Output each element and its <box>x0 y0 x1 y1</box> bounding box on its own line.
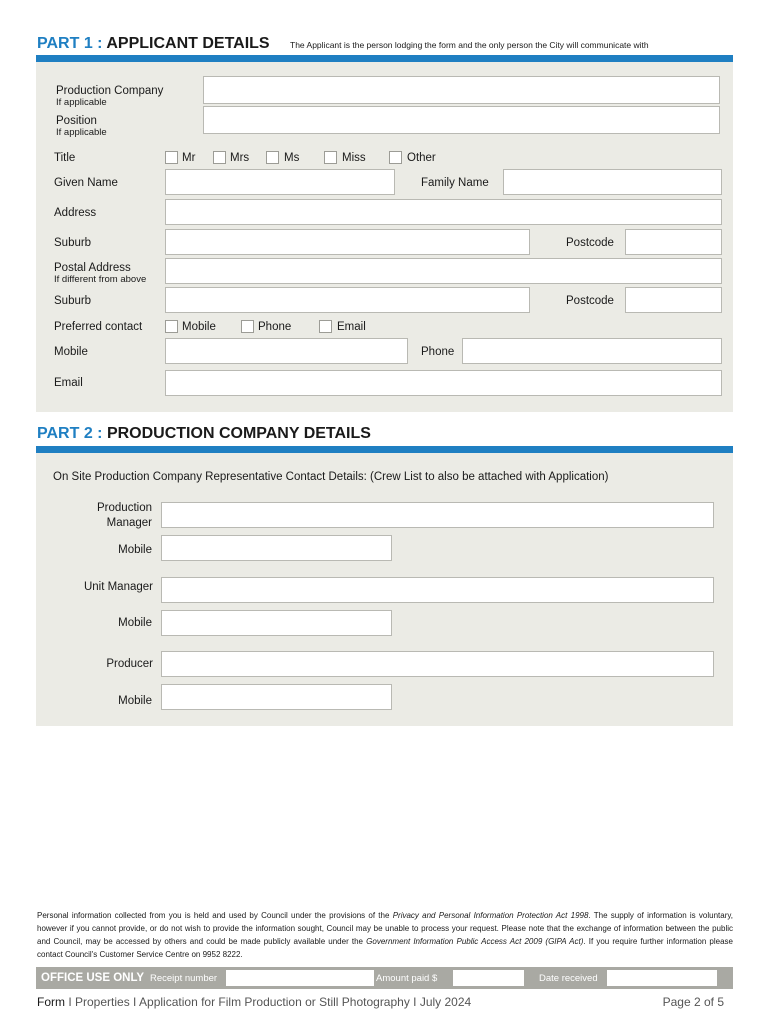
contact-phone-label: Phone <box>258 321 292 333</box>
mobile-label: Mobile <box>54 346 88 358</box>
producer-mobile-label: Mobile <box>118 695 152 707</box>
amount-paid-field[interactable] <box>453 970 524 986</box>
production-company-field[interactable] <box>203 76 720 104</box>
contact-phone-checkbox[interactable] <box>241 320 254 333</box>
unit-manager-field[interactable] <box>161 577 714 603</box>
postal-postcode-label: Postcode <box>566 295 614 307</box>
privacy-text-3: . If you require further information please contact Council's Customer Service Centre on 9952 8222. <box>37 937 734 959</box>
contact-email-label: Email <box>337 321 366 333</box>
address-label: Address <box>54 207 97 219</box>
title-miss-label: Miss <box>342 152 366 164</box>
page-number: Page 2 of 5 <box>662 995 724 1009</box>
producer-field[interactable] <box>161 651 714 677</box>
postal-suburb-label: Suburb <box>54 295 92 307</box>
unit-manager-mobile-label: Mobile <box>118 617 152 629</box>
title-mr-checkbox[interactable] <box>165 151 178 164</box>
production-company-label: Production Company <box>56 85 164 97</box>
postal-address-label: Postal Address <box>54 262 131 274</box>
title-mr-label: Mr <box>182 152 196 164</box>
part1-note: The Applicant is the person lodging the form and the only person the City will communicate with <box>290 40 649 50</box>
gipa-act-name: Government Information Public Access Act 2009 (GIPA Act) <box>366 937 584 946</box>
part1-title: APPLICANT DETAILS <box>106 35 270 52</box>
position-label: Position <box>56 115 97 127</box>
family-name-label: Family Name <box>421 177 489 189</box>
suburb-label: Suburb <box>54 237 92 249</box>
contact-mobile-checkbox[interactable] <box>165 320 178 333</box>
amount-paid-label: Amount paid $ <box>376 973 438 984</box>
contact-email-checkbox[interactable] <box>319 320 332 333</box>
postal-address-hint: If different from above <box>54 274 147 285</box>
title-other-checkbox[interactable] <box>389 151 402 164</box>
given-name-field[interactable] <box>165 169 395 195</box>
postal-suburb-field[interactable] <box>165 287 530 313</box>
suburb-field[interactable] <box>165 229 530 255</box>
unit-manager-mobile-field[interactable] <box>161 610 392 636</box>
preferred-contact-label: Preferred contact <box>54 321 143 333</box>
privacy-text-2: . The supply of information is voluntary, however if you cannot provide, or do not wish to provide the information sought, Council may be unable to process your request. Please note that the exchange of information between the public and Council, may be accessed by others and could be made publicly available under the <box>37 911 733 946</box>
postal-address-field[interactable] <box>165 258 722 284</box>
privacy-statement <box>37 909 733 961</box>
postal-postcode-field[interactable] <box>625 287 722 313</box>
producer-mobile-field[interactable] <box>161 684 392 710</box>
contact-mobile-label: Mobile <box>182 321 216 333</box>
email-field[interactable] <box>165 370 722 396</box>
date-received-field[interactable] <box>607 970 717 986</box>
title-miss-checkbox[interactable] <box>324 151 337 164</box>
part1-number: PART 1 : <box>37 35 103 52</box>
date-received-label: Date received <box>539 973 598 984</box>
production-manager-label-line1: Production <box>97 502 152 514</box>
office-use-title: OFFICE USE ONLY <box>41 972 145 984</box>
receipt-number-field[interactable] <box>226 970 374 986</box>
footer-form-label: Form <box>37 995 65 1009</box>
part2-heading <box>37 425 371 443</box>
production-manager-field[interactable] <box>161 502 714 528</box>
postcode-label: Postcode <box>566 237 614 249</box>
production-company-hint: If applicable <box>56 97 107 108</box>
position-hint: If applicable <box>56 127 107 138</box>
office-use-bar <box>36 967 733 989</box>
title-mrs-checkbox[interactable] <box>213 151 226 164</box>
phone-field[interactable] <box>462 338 722 364</box>
title-ms-checkbox[interactable] <box>266 151 279 164</box>
production-manager-label-line2: Manager <box>106 517 152 529</box>
producer-label: Producer <box>106 658 153 670</box>
address-field[interactable] <box>165 199 722 225</box>
mobile-field[interactable] <box>165 338 408 364</box>
privacy-text-1: Personal information collected from you is held and used by Council under the provisions of the <box>37 911 393 920</box>
part2-number: PART 2 : <box>37 425 103 442</box>
production-manager-mobile-field[interactable] <box>161 535 392 561</box>
footer-form-details: I Properties I Application for Film Production or Still Photography I July 2024 <box>65 995 472 1009</box>
given-name-label: Given Name <box>54 177 118 189</box>
position-field[interactable] <box>203 106 720 134</box>
title-other-label: Other <box>407 152 436 164</box>
postcode-field[interactable] <box>625 229 722 255</box>
family-name-field[interactable] <box>503 169 722 195</box>
title-label: Title <box>54 152 76 164</box>
email-label: Email <box>54 377 83 389</box>
privacy-act-name: Privacy and Personal Information Protection Act 1998 <box>392 911 589 920</box>
title-mrs-label: Mrs <box>230 152 250 164</box>
production-manager-mobile-label: Mobile <box>118 544 152 556</box>
part2-title: PRODUCTION COMPANY DETAILS <box>106 425 371 442</box>
part1-accent-bar <box>36 55 733 62</box>
part2-accent-bar <box>36 446 733 453</box>
footer-form-info <box>37 995 471 1009</box>
unit-manager-label: Unit Manager <box>83 581 153 593</box>
part1-heading <box>37 35 270 53</box>
receipt-number-label: Receipt number <box>150 973 218 984</box>
phone-label: Phone <box>421 346 455 358</box>
part2-intro: On Site Production Company Representative Contact Details: (Crew List to also be attached with Application) <box>53 471 609 483</box>
title-ms-label: Ms <box>284 152 300 164</box>
